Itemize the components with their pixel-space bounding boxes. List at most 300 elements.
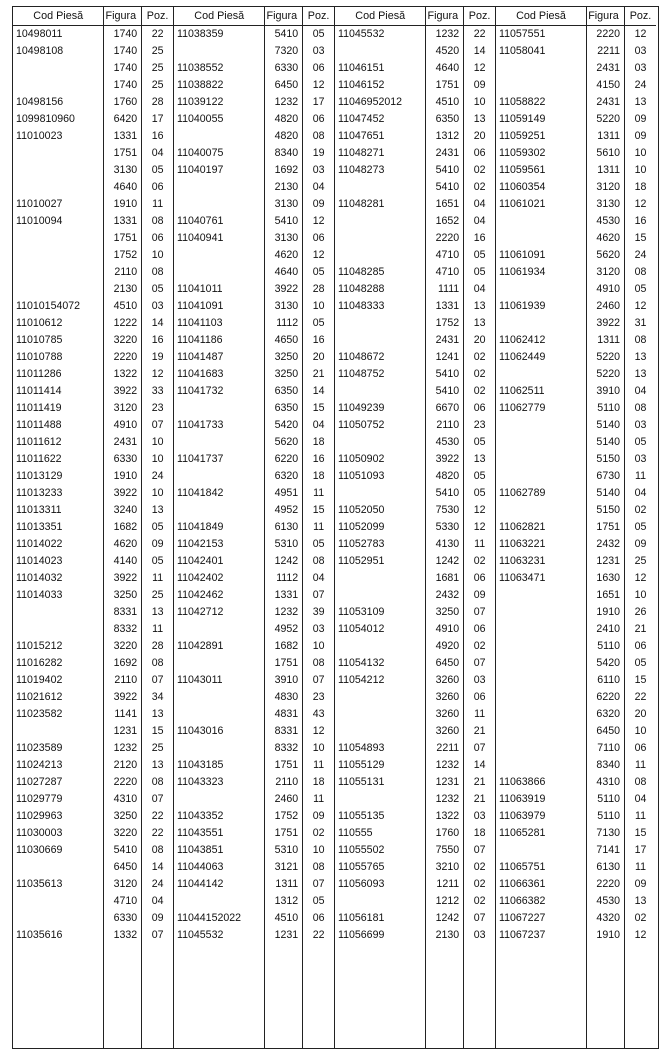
part-code — [335, 689, 425, 706]
table-row — [13, 196, 173, 213]
part-code — [496, 723, 586, 740]
part-code — [174, 468, 264, 485]
table-row — [335, 706, 495, 723]
part-code: 11063919 — [499, 793, 546, 805]
table-row — [13, 604, 173, 621]
position-number: 04 — [624, 791, 656, 808]
part-code: 11013129 — [16, 470, 63, 482]
table-row — [174, 842, 334, 859]
figure-number: 1232 — [425, 757, 463, 774]
figure-number: 5330 — [425, 519, 463, 536]
filler-code — [335, 944, 425, 1048]
table-row — [496, 536, 656, 553]
figure-number: 8331 — [103, 604, 141, 621]
table-row — [13, 791, 173, 808]
table-row — [496, 281, 656, 298]
figure-number: 1910 — [103, 196, 141, 213]
table-row — [496, 502, 656, 519]
position-number: 25 — [624, 553, 656, 570]
figure-number: 3260 — [425, 672, 463, 689]
figure-number: 4910 — [425, 621, 463, 638]
part-code: 11046152 — [338, 79, 385, 91]
part-code: 11010094 — [16, 215, 63, 227]
header-poz: Poz. — [624, 7, 656, 25]
part-code: 11066361 — [499, 878, 546, 890]
position-number: 22 — [302, 927, 334, 944]
part-code — [496, 315, 586, 332]
figure-number: 1760 — [103, 94, 141, 111]
figure-number: 6450 — [264, 77, 302, 94]
header-cod-piesa: Cod Piesă — [516, 10, 566, 22]
figure-number: 7550 — [425, 842, 463, 859]
table-row — [174, 417, 334, 434]
figure-number: 1651 — [425, 196, 463, 213]
position-number: 20 — [463, 128, 495, 145]
part-code — [496, 655, 586, 672]
position-number: 02 — [463, 366, 495, 383]
position-number: 24 — [141, 876, 173, 893]
figure-number: 1752 — [425, 315, 463, 332]
part-code — [496, 60, 586, 77]
part-code — [496, 434, 586, 451]
header-row — [174, 7, 334, 26]
figure-number: 6450 — [425, 655, 463, 672]
table-row — [496, 723, 656, 740]
figure-number: 5150 — [586, 451, 624, 468]
figure-number: 1211 — [425, 876, 463, 893]
table-row — [174, 213, 334, 230]
position-number: 18 — [302, 434, 334, 451]
table-row — [13, 655, 173, 672]
part-code — [174, 400, 264, 417]
position-number: 28 — [302, 281, 334, 298]
table-row — [335, 417, 495, 434]
figure-number: 3220 — [103, 638, 141, 655]
part-code: 11046151 — [338, 62, 385, 74]
figure-number: 2410 — [586, 621, 624, 638]
figure-number: 1331 — [103, 213, 141, 230]
figure-number: 1231 — [586, 553, 624, 570]
table-row — [13, 621, 173, 638]
position-number: 10 — [624, 162, 656, 179]
figure-number: 3220 — [103, 825, 141, 842]
table-row — [174, 349, 334, 366]
position-number: 12 — [624, 196, 656, 213]
position-number: 12 — [624, 298, 656, 315]
figure-number: 3922 — [103, 689, 141, 706]
part-code — [335, 587, 425, 604]
part-code — [335, 638, 425, 655]
figure-number: 1652 — [425, 213, 463, 230]
figure-number: 3130 — [586, 196, 624, 213]
figure-number: 3120 — [586, 179, 624, 196]
position-number: 03 — [302, 162, 334, 179]
table-row — [13, 298, 173, 315]
figure-number: 5410 — [425, 383, 463, 400]
table-row — [13, 400, 173, 417]
part-code: 11055129 — [338, 759, 385, 771]
part-code — [174, 621, 264, 638]
part-code: 11065751 — [499, 861, 546, 873]
part-code: 11035616 — [16, 929, 63, 941]
position-number: 02 — [463, 893, 495, 910]
table-row — [496, 179, 656, 196]
part-code: 11038822 — [177, 79, 224, 91]
table-row — [496, 298, 656, 315]
table-row — [174, 502, 334, 519]
figure-number: 4951 — [264, 485, 302, 502]
table-row — [174, 910, 334, 927]
figure-number: 1311 — [586, 332, 624, 349]
figure-number: 5410 — [103, 842, 141, 859]
part-code: 110555 — [338, 827, 373, 839]
figure-number: 2220 — [586, 876, 624, 893]
part-code: 11014023 — [16, 555, 63, 567]
position-number: 09 — [624, 876, 656, 893]
filler-code — [13, 944, 103, 1048]
table-row — [335, 298, 495, 315]
part-code: 11029963 — [16, 810, 63, 822]
part-code — [335, 570, 425, 587]
position-number: 10 — [302, 638, 334, 655]
figure-number: 1681 — [425, 570, 463, 587]
part-code — [13, 145, 103, 162]
figure-number: 1331 — [103, 128, 141, 145]
figure-number: 5220 — [586, 111, 624, 128]
position-number: 15 — [302, 502, 334, 519]
part-code: 11014033 — [16, 589, 63, 601]
header-poz: Poz. — [463, 7, 495, 25]
part-code: 11048273 — [338, 164, 385, 176]
position-number: 08 — [624, 264, 656, 281]
table-row — [335, 689, 495, 706]
part-code: 11044142 — [177, 878, 224, 890]
part-code: 11046952012 — [338, 96, 403, 108]
table-row — [335, 672, 495, 689]
table-row — [496, 910, 656, 927]
table-row — [496, 43, 656, 60]
position-number: 08 — [141, 774, 173, 791]
figure-number: 1692 — [103, 655, 141, 672]
figure-number: 1740 — [103, 60, 141, 77]
figure-number: 4952 — [264, 502, 302, 519]
position-number: 11 — [624, 468, 656, 485]
table-row — [13, 774, 173, 791]
table-row — [13, 383, 173, 400]
position-number: 03 — [624, 60, 656, 77]
figure-number: 3210 — [425, 859, 463, 876]
table-row — [174, 740, 334, 757]
figure-number: 1232 — [425, 26, 463, 43]
position-number: 12 — [302, 723, 334, 740]
table-row — [496, 417, 656, 434]
figure-number: 2220 — [103, 774, 141, 791]
position-number: 05 — [463, 468, 495, 485]
part-code: 11063866 — [499, 776, 546, 788]
part-code — [174, 893, 264, 910]
figure-number: 5620 — [586, 247, 624, 264]
part-code — [13, 281, 103, 298]
part-code: 11042153 — [177, 538, 224, 550]
column-filler — [335, 944, 495, 1048]
figure-number: 4640 — [425, 60, 463, 77]
table-row — [335, 366, 495, 383]
part-code: 11066382 — [499, 895, 546, 907]
part-code — [174, 740, 264, 757]
table-row — [335, 162, 495, 179]
figure-number: 1682 — [264, 638, 302, 655]
position-number: 12 — [463, 60, 495, 77]
figure-number: 5150 — [586, 502, 624, 519]
position-number: 04 — [463, 281, 495, 298]
figure-number: 6350 — [425, 111, 463, 128]
position-number: 25 — [141, 740, 173, 757]
figure-number: 1112 — [264, 315, 302, 332]
part-code — [335, 247, 425, 264]
part-code: 11061021 — [499, 198, 546, 210]
table-row — [496, 26, 656, 43]
table-row — [335, 111, 495, 128]
position-number: 10 — [141, 485, 173, 502]
figure-number: 2120 — [103, 757, 141, 774]
part-code: 11013351 — [16, 521, 63, 533]
position-number: 13 — [463, 315, 495, 332]
filler-figura — [103, 944, 141, 1048]
position-number: 12 — [624, 26, 656, 43]
part-code: 11056181 — [338, 912, 385, 924]
position-number: 05 — [302, 315, 334, 332]
figure-number: 6670 — [425, 400, 463, 417]
table-row — [13, 519, 173, 536]
table-row — [335, 400, 495, 417]
position-number: 05 — [302, 536, 334, 553]
part-code — [496, 706, 586, 723]
figure-number: 4910 — [586, 281, 624, 298]
table-row — [496, 621, 656, 638]
position-number: 18 — [302, 468, 334, 485]
position-number: 02 — [463, 638, 495, 655]
figure-number: 4510 — [425, 94, 463, 111]
table-row — [335, 553, 495, 570]
position-number: 02 — [463, 859, 495, 876]
table-row — [496, 94, 656, 111]
position-number: 13 — [463, 111, 495, 128]
part-code: 11059302 — [499, 147, 546, 159]
part-code — [174, 791, 264, 808]
table-row — [496, 655, 656, 672]
figure-number: 8340 — [586, 757, 624, 774]
part-code: 11048752 — [338, 368, 385, 380]
header-figura: Figura — [264, 7, 302, 25]
table-row — [335, 655, 495, 672]
position-number: 25 — [141, 587, 173, 604]
figure-number: 1910 — [586, 604, 624, 621]
position-number: 10 — [302, 298, 334, 315]
position-number: 08 — [624, 774, 656, 791]
figure-number: 5110 — [586, 638, 624, 655]
part-code — [13, 723, 103, 740]
figure-number: 2431 — [103, 434, 141, 451]
position-number: 09 — [141, 536, 173, 553]
figure-number: 1242 — [425, 553, 463, 570]
figure-number: 1231 — [425, 774, 463, 791]
position-number: 17 — [624, 842, 656, 859]
position-number: 08 — [141, 655, 173, 672]
part-code: 11048281 — [338, 198, 385, 210]
position-number: 16 — [141, 332, 173, 349]
position-number: 13 — [141, 502, 173, 519]
position-number: 07 — [463, 655, 495, 672]
position-number: 15 — [141, 723, 173, 740]
position-number: 03 — [302, 43, 334, 60]
figure-number: 2130 — [264, 179, 302, 196]
table-row — [335, 281, 495, 298]
part-code: 11052099 — [338, 521, 385, 533]
part-code: 11058041 — [499, 45, 546, 57]
table-row — [335, 740, 495, 757]
part-code: 11038552 — [177, 62, 224, 74]
part-code: 11061934 — [499, 266, 546, 278]
figure-number: 1740 — [103, 77, 141, 94]
position-number: 06 — [463, 570, 495, 587]
table-row — [335, 247, 495, 264]
position-number: 02 — [302, 825, 334, 842]
header-figura: Figura — [586, 7, 624, 25]
table-row — [496, 451, 656, 468]
table-row — [496, 859, 656, 876]
part-code: 11050752 — [338, 419, 385, 431]
position-number: 07 — [141, 417, 173, 434]
position-number: 05 — [141, 553, 173, 570]
figure-number: 3922 — [586, 315, 624, 332]
header-poz: Poz. — [141, 7, 173, 25]
part-code — [335, 791, 425, 808]
position-number: 23 — [463, 417, 495, 434]
position-number: 08 — [302, 655, 334, 672]
position-number: 10 — [624, 587, 656, 604]
table-row — [496, 332, 656, 349]
part-code: 11048672 — [338, 351, 385, 363]
table-row — [13, 808, 173, 825]
position-number: 05 — [302, 26, 334, 43]
part-code: 11042401 — [177, 555, 224, 567]
table-row — [13, 145, 173, 162]
table-row — [13, 264, 173, 281]
figure-number: 2220 — [103, 349, 141, 366]
figure-number: 1311 — [264, 876, 302, 893]
table-row — [174, 638, 334, 655]
figure-number: 2431 — [586, 94, 624, 111]
part-code — [496, 689, 586, 706]
position-number: 16 — [302, 332, 334, 349]
table-row — [13, 315, 173, 332]
figure-number: 2110 — [103, 264, 141, 281]
figure-number: 3130 — [264, 196, 302, 213]
part-code — [174, 655, 264, 672]
position-number: 13 — [463, 298, 495, 315]
table-row — [496, 77, 656, 94]
table-row — [496, 400, 656, 417]
position-number: 02 — [463, 876, 495, 893]
figure-number: 5410 — [425, 162, 463, 179]
position-number: 07 — [463, 604, 495, 621]
position-number: 10 — [624, 145, 656, 162]
part-code: 11058822 — [499, 96, 546, 108]
position-number: 03 — [624, 43, 656, 60]
part-code: 11041091 — [177, 300, 224, 312]
position-number: 06 — [463, 621, 495, 638]
header-row — [496, 7, 656, 26]
part-code — [496, 281, 586, 298]
part-code: 11055765 — [338, 861, 385, 873]
position-number: 11 — [463, 706, 495, 723]
figure-number: 1331 — [425, 298, 463, 315]
part-code: 11041683 — [177, 368, 224, 380]
figure-number: 1751 — [264, 655, 302, 672]
part-code: 11043011 — [177, 674, 223, 686]
position-number: 28 — [141, 94, 173, 111]
part-code — [496, 638, 586, 655]
position-number: 06 — [624, 638, 656, 655]
position-number: 08 — [141, 213, 173, 230]
part-code — [13, 604, 103, 621]
table-row — [335, 485, 495, 502]
part-code: 11048271 — [338, 147, 385, 159]
table-row — [496, 162, 656, 179]
part-code — [496, 842, 586, 859]
column-filler — [13, 944, 173, 1048]
table-row — [496, 689, 656, 706]
figure-number: 1751 — [103, 145, 141, 162]
filler-figura — [425, 944, 463, 1048]
position-number: 22 — [463, 26, 495, 43]
table-row — [496, 315, 656, 332]
position-number: 18 — [302, 774, 334, 791]
position-number: 22 — [141, 26, 173, 43]
table-row — [335, 468, 495, 485]
figure-number: 5140 — [586, 485, 624, 502]
figure-number: 6350 — [264, 400, 302, 417]
table-row — [13, 587, 173, 604]
part-code: 11063231 — [499, 555, 546, 567]
position-number: 09 — [624, 536, 656, 553]
position-number: 39 — [302, 604, 334, 621]
figure-number: 4620 — [264, 247, 302, 264]
figure-number: 6420 — [103, 111, 141, 128]
table-row — [13, 332, 173, 349]
position-number: 12 — [302, 213, 334, 230]
table-row — [174, 264, 334, 281]
table-row — [335, 77, 495, 94]
table-row — [13, 927, 173, 944]
table-row — [174, 519, 334, 536]
figure-number: 6110 — [586, 672, 624, 689]
position-number: 25 — [141, 43, 173, 60]
part-code: 11067237 — [499, 929, 546, 941]
position-number: 20 — [302, 349, 334, 366]
table-row — [13, 179, 173, 196]
figure-number: 4820 — [264, 128, 302, 145]
table-row — [496, 468, 656, 485]
table-row — [335, 502, 495, 519]
part-code — [174, 179, 264, 196]
position-number: 25 — [141, 60, 173, 77]
position-number: 13 — [624, 349, 656, 366]
position-number: 22 — [141, 808, 173, 825]
figure-number: 3260 — [425, 706, 463, 723]
table-row — [335, 179, 495, 196]
figure-number: 3922 — [103, 485, 141, 502]
